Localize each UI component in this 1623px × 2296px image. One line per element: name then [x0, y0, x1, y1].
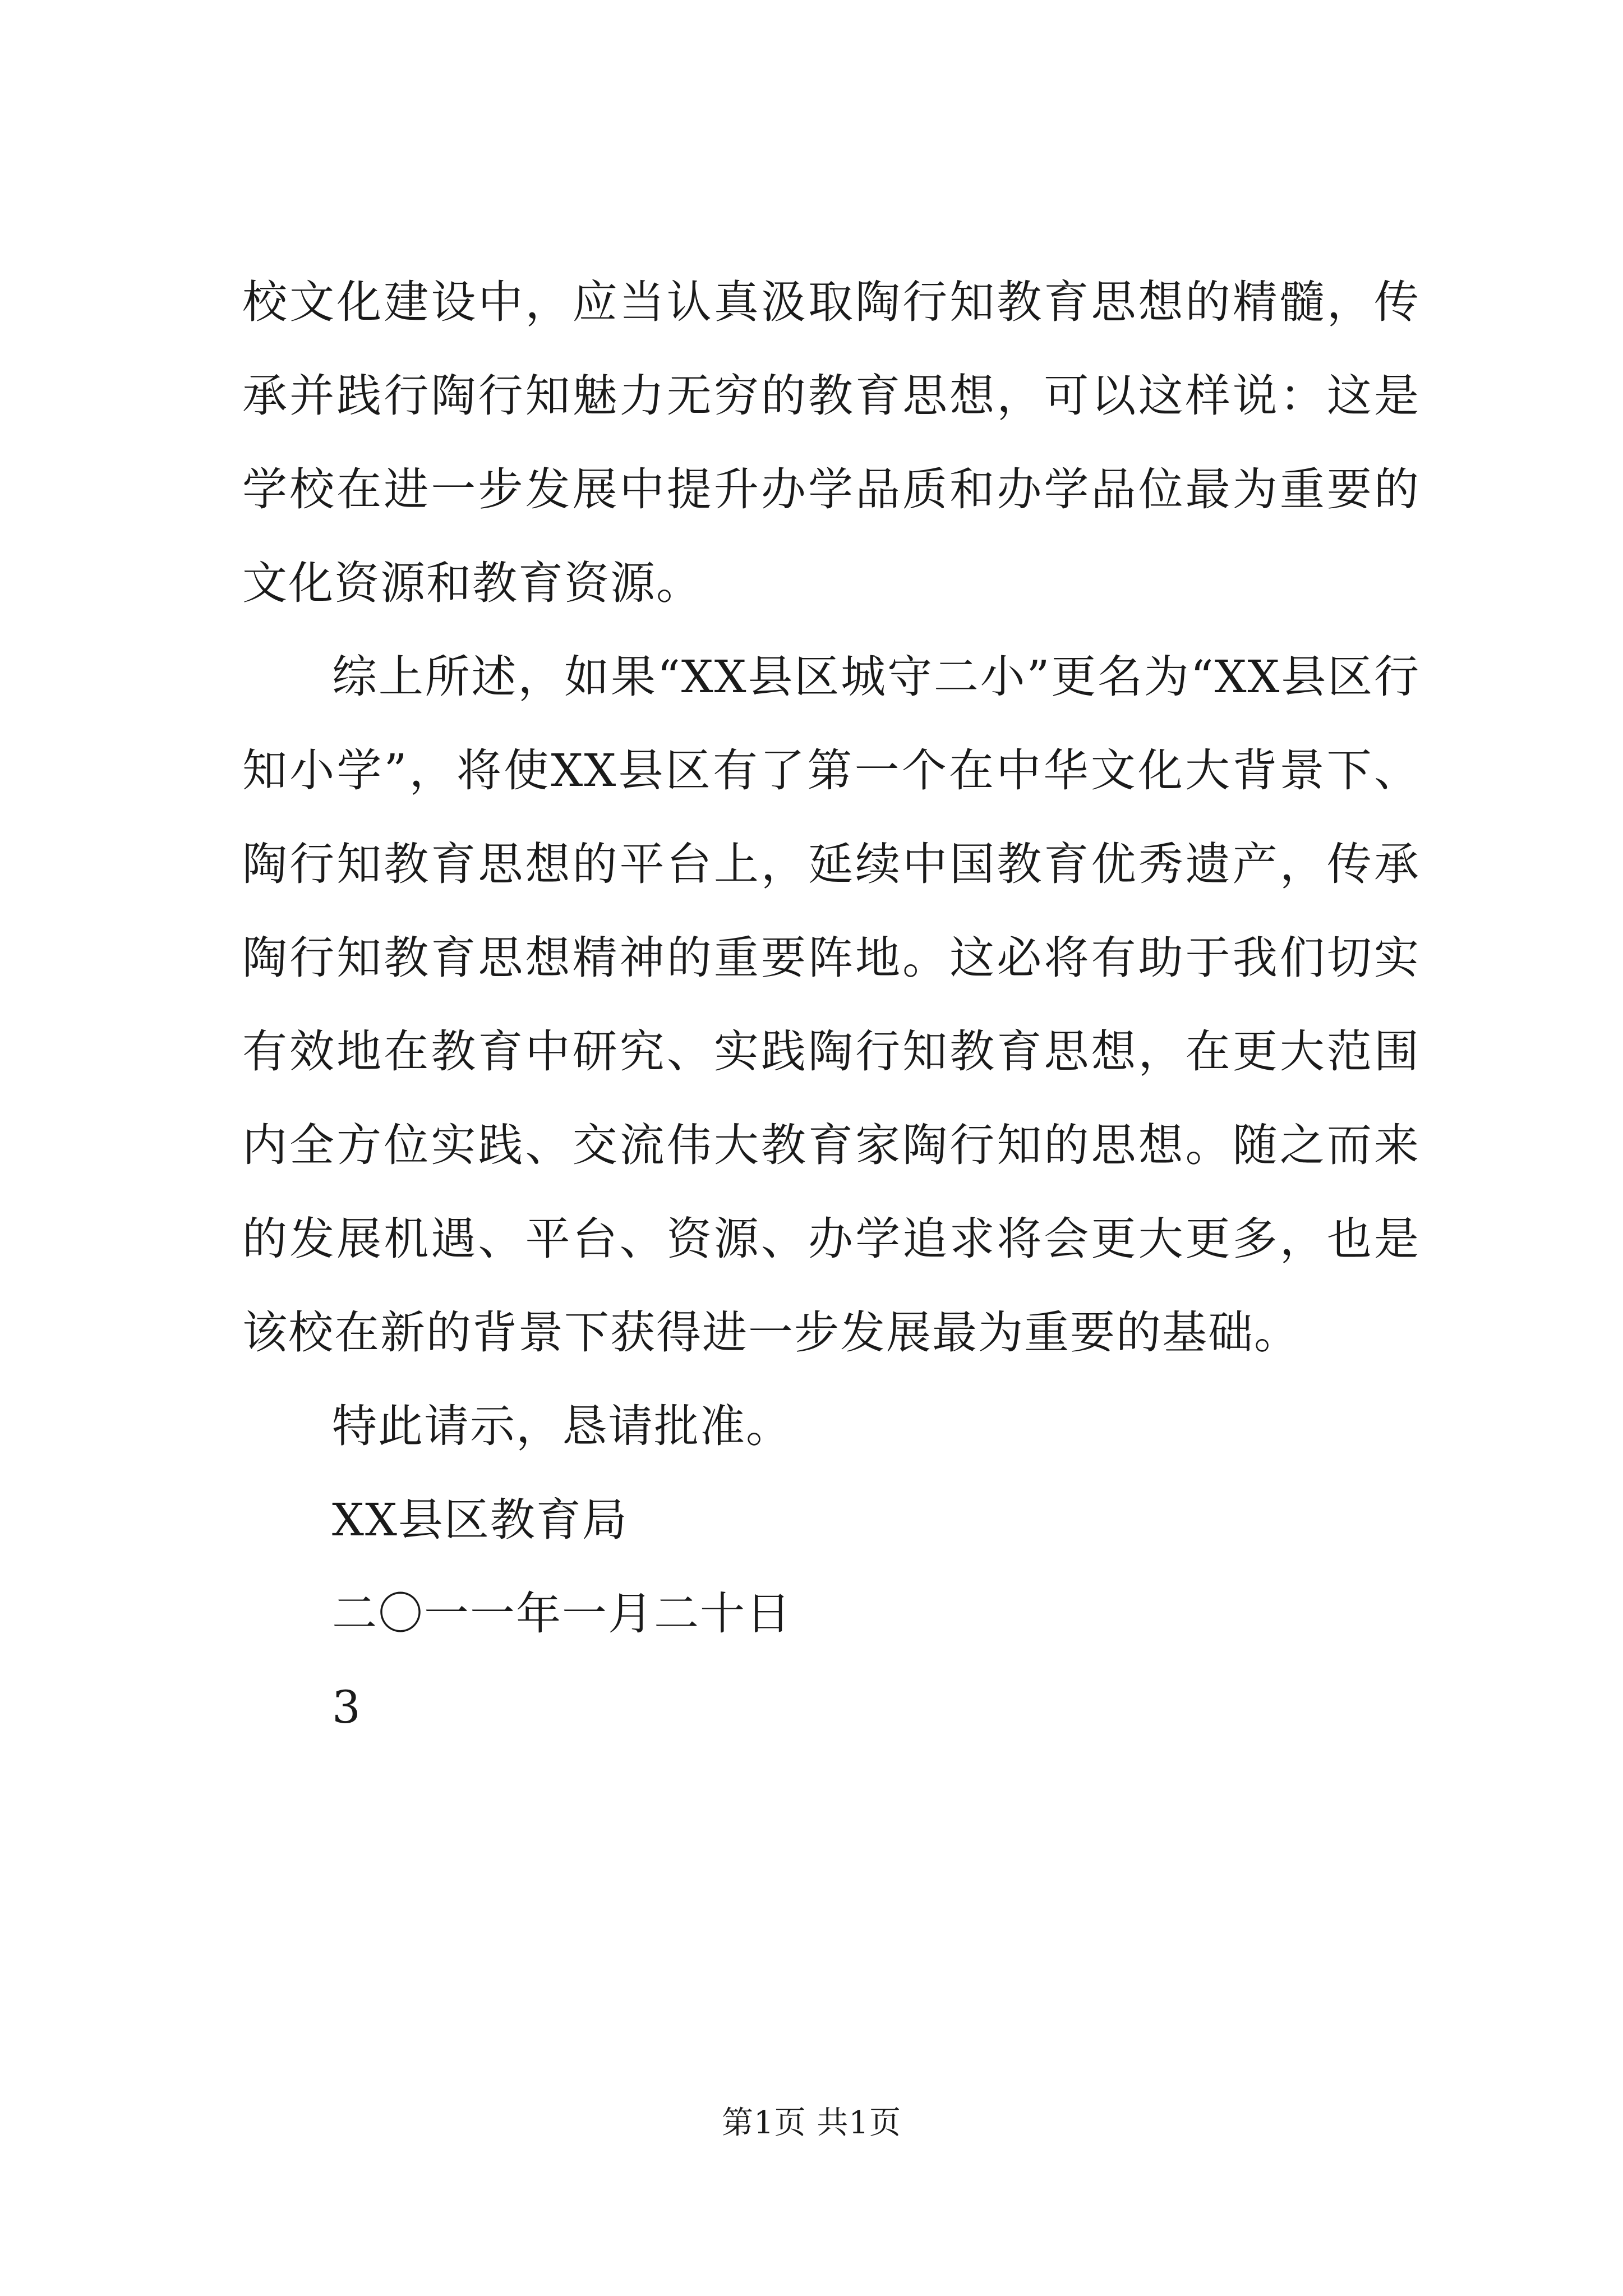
- issue-date: 二〇一一年一月二十日: [332, 1588, 792, 1640]
- paragraph-summary: 综上所述，如果“XX县区城守二小”更名为“XX县区行知小学”，将使XX县区有了第一个在中华文化大背景下、陶行知教育思想的平台上，延续中国教育优秀遗产，传承陶行知教育思想精神的重要阵地。这必将有助于我们切实有效地在教育中研究、实践陶行知教育思想，在更大范围内全方位实践、交流伟大教育家陶行知的思想。随之而来的发展机遇、平台、资源、办学追求将会更大更多，也是该校在新的背景下获得进一步发展最为重要的基础。: [242, 651, 1420, 1359]
- paragraph-continued: 校文化建设中，应当认真汲取陶行知教育思想的精髓，传承并践行陶行知魅力无穷的教育思想，可以这样说：这是学校在进一步发展中提升办学品质和办学品位最为重要的文化资源和教育资源。: [242, 276, 1420, 609]
- closing-request: 特此请示，恳请批准。: [332, 1400, 792, 1452]
- section-number: 3: [332, 1681, 362, 1733]
- issuer-signature: XX县区教育局: [332, 1494, 628, 1546]
- document-body: [242, 255, 1420, 1754]
- page-footer: 第1页 共1页: [721, 2105, 902, 2141]
